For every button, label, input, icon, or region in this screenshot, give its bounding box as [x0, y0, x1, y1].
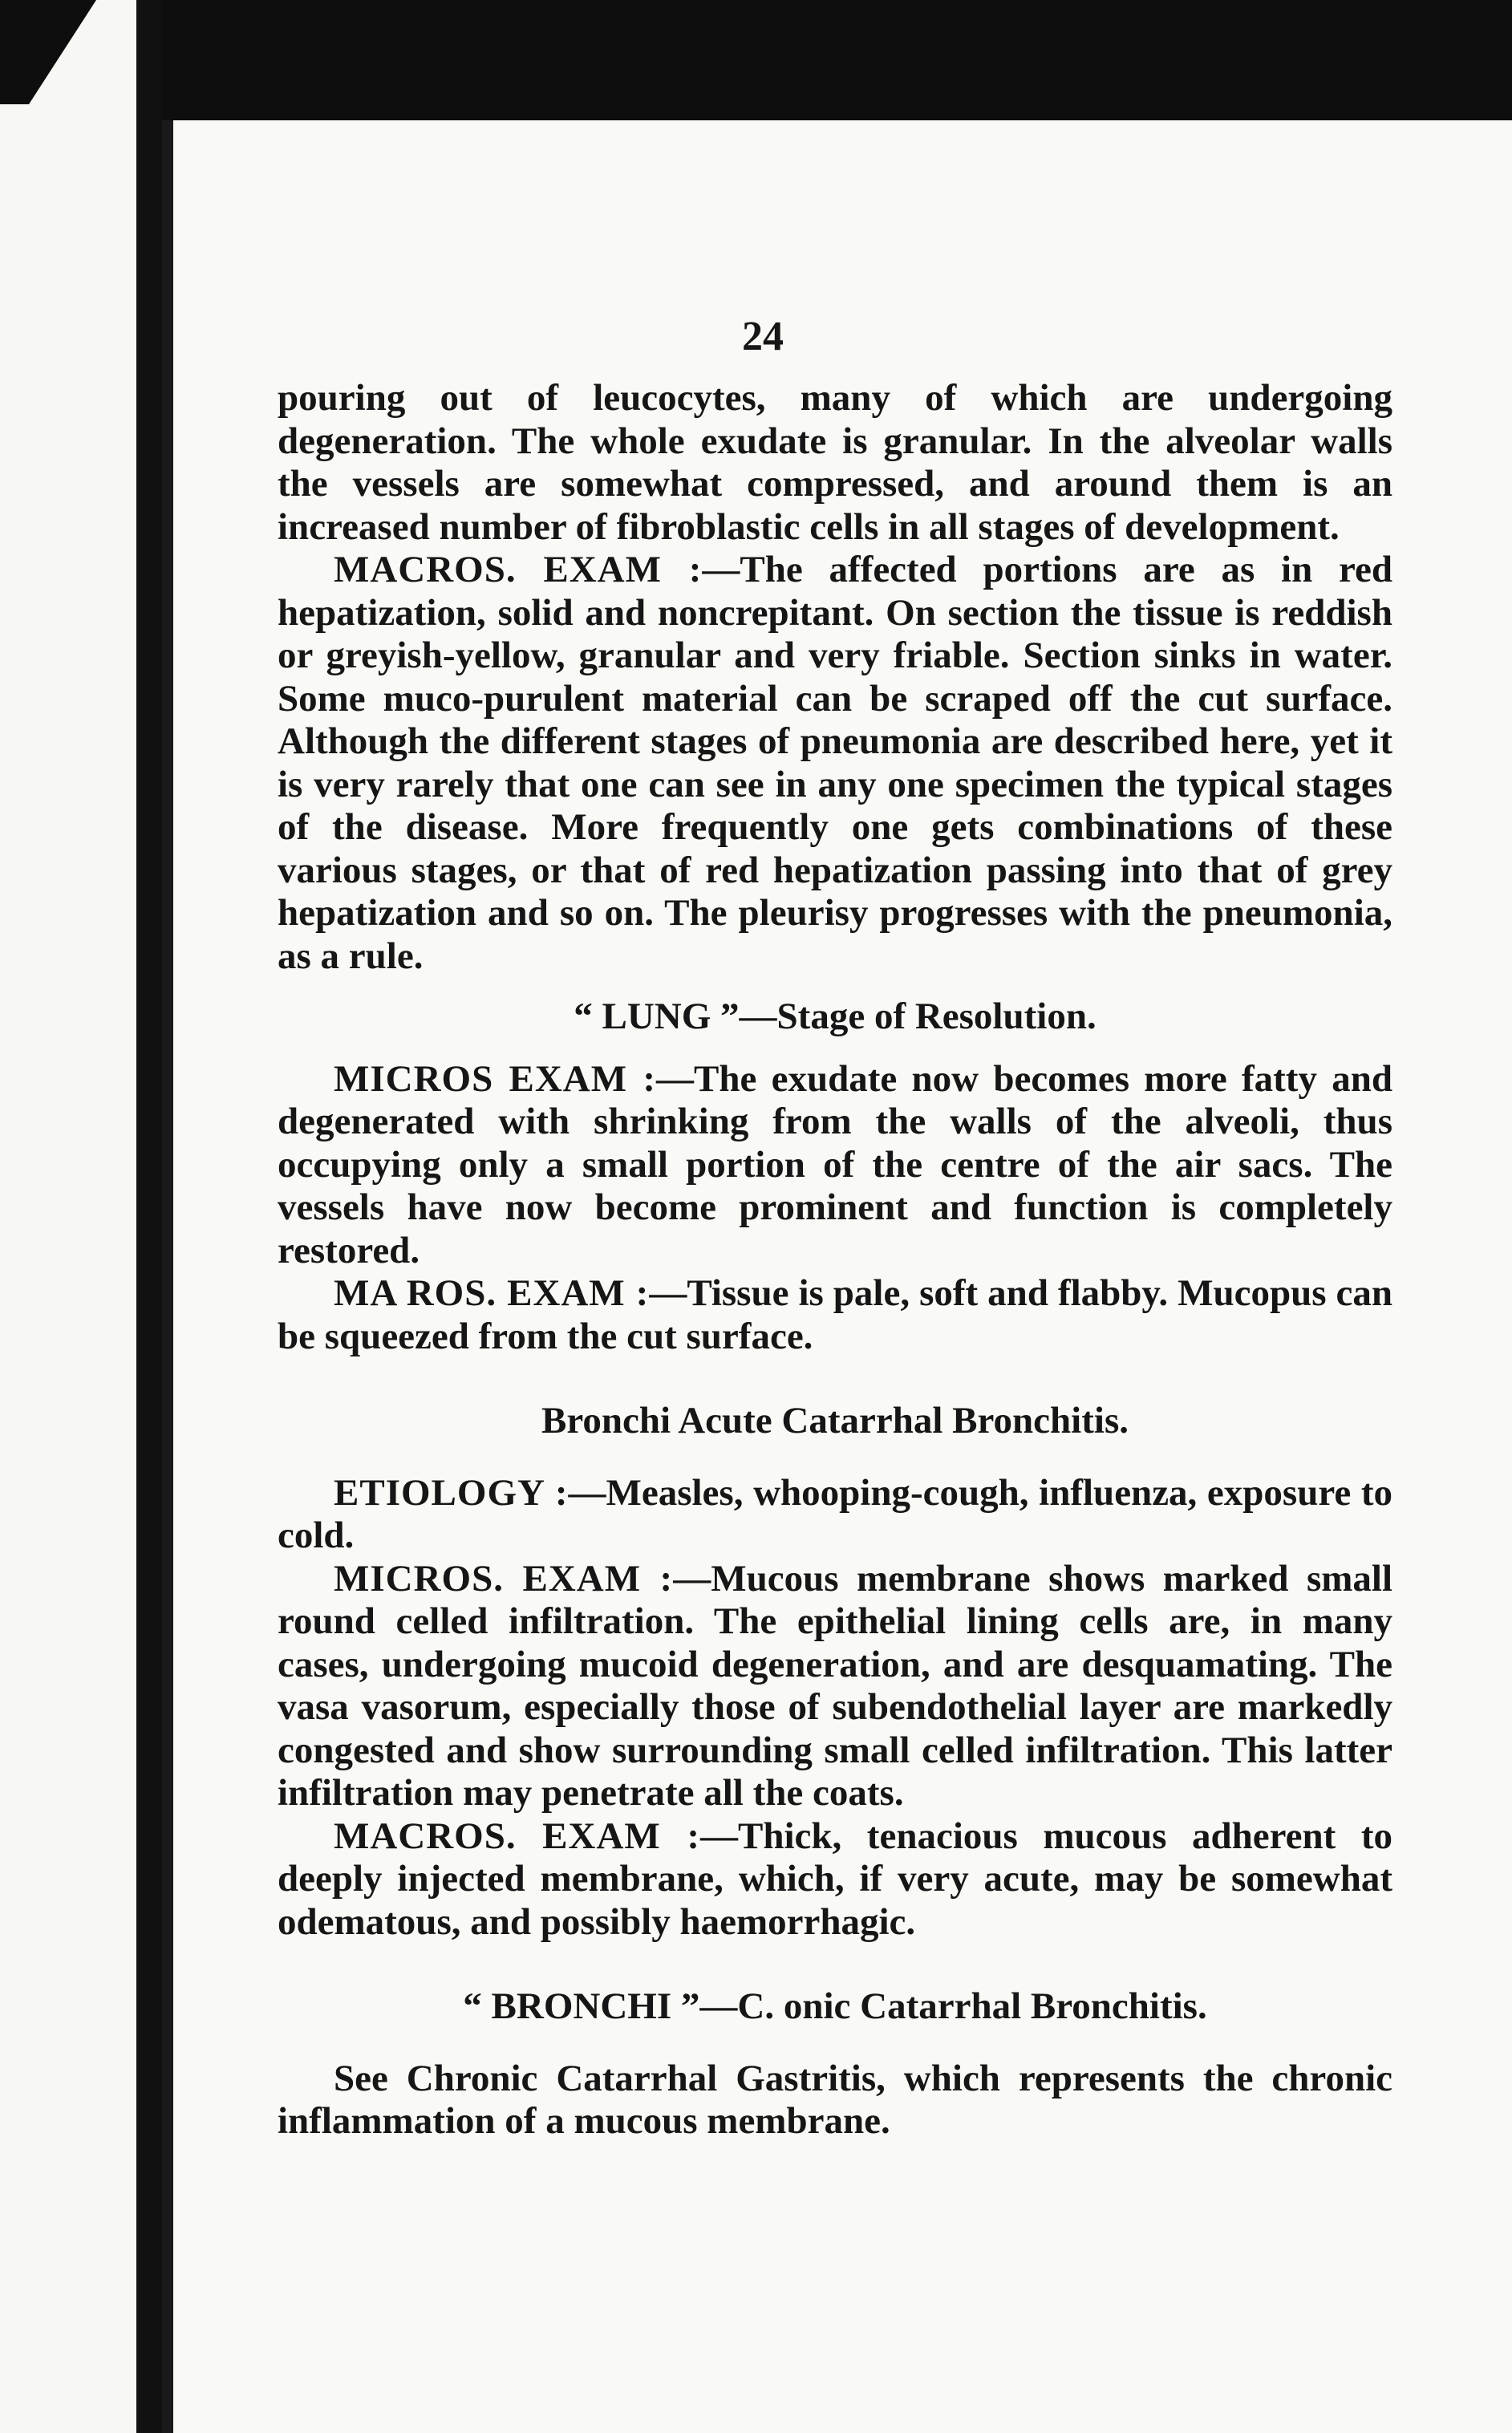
paragraph-macros-exam — [278, 1272, 1392, 1358]
paragraph-lead: MICROS. EXAM : — [334, 1557, 674, 1600]
paragraph-text: —The exudate now becomes more fatty and degenerated with shrinking from the walls of the alveoli, thus occupying only a small portion of the centre of the air sacs. The vessels have now become prominent and function is completely restored. — [278, 1057, 1392, 1271]
paragraph-text: —Tissue is pale, soft and flabby. Mucopus can be squeezed from the cut surface. — [278, 1272, 1393, 1357]
section-heading-bronchi-acute: Bronchi Acute Catarrhal Bronchitis. — [541, 1400, 1129, 1442]
paragraph-lead: MACROS. EXAM : — [334, 1815, 700, 1857]
paragraph-see-also — [278, 2058, 1392, 2143]
paragraph-lead: MICROS EXAM : — [334, 1057, 656, 1100]
paragraph-text: —Thick, tenacious mucous adherent to deeply injected membrane, which, if very acute, may be somewhat odematous, and possibly haemorrhagic. — [278, 1815, 1392, 1943]
section-heading-bronchi-chronic: “ BRONCHI ”—C. onic Catarrhal Bronchitis. — [463, 1985, 1207, 2027]
facing-page-edge — [0, 0, 136, 2433]
page-edge-tear — [0, 0, 96, 104]
paragraph-lead: ETIOLOGY : — [334, 1471, 569, 1514]
book-page — [162, 120, 1512, 2433]
paragraph-lead: MACROS. EXAM : — [334, 549, 703, 590]
paragraph-etiology — [278, 1472, 1392, 1558]
paragraph-text: See Chronic Catarrhal Gastritis, which represents the chronic inflammation of a mucous membrane. — [278, 2057, 1392, 2142]
paragraph-text: —Mucous membrane shows marked small round celled infiltration. The epithelial lining cells are, in many cases, undergoing mucoid degeneration, and are desquamating. The vasa vasorum, especially those of subendothelial layer are markedly congested and show surrounding small celled infiltration. This latter infiltration may penetrate all the coats. — [278, 1557, 1393, 1814]
section-heading-lung-resolution: “ LUNG ”—Stage of Resolution. — [574, 996, 1097, 1037]
paragraph-text: pouring out of leucocytes, many of which are undergoing degeneration. The whole exudate is granular. In the alveolar walls the vessels are somewhat compressed, and around them is an increased number of fibroblastic cells in all stages of development. — [278, 377, 1392, 548]
paragraph-lead: MA ROS. EXAM : — [334, 1272, 650, 1314]
paragraph-text: —Measles, whooping-cough, influenza, exposure to cold. — [278, 1471, 1392, 1556]
page-content — [205, 120, 1393, 2433]
paragraph-micros-exam — [278, 1058, 1392, 1273]
book-gutter — [136, 0, 162, 2433]
paragraph-macros-exam — [278, 549, 1392, 978]
paragraph-micros-exam — [278, 1558, 1392, 1815]
paragraph-macros-exam — [278, 1815, 1392, 1944]
page-number: 24 — [742, 314, 784, 359]
page-body — [278, 377, 1392, 2143]
paragraph-text: —The affected portions are as in red hepatization, solid and noncrepitant. On section the tissue is reddish or greyish-yellow, granular and very friable. Section sinks in water. Some muco-purulent material can be scraped off the cut surface. Although the different stages of pneumonia are described here, yet it is very rarely that one can see in any one specimen the typical stages of the disease. More frequently one gets combinations of these various stages, or that of red hepatization passing into that of grey hepatization and so on. The pleurisy progresses with the pneumonia, as a rule. — [278, 549, 1392, 977]
paragraph-continuation — [278, 377, 1392, 549]
